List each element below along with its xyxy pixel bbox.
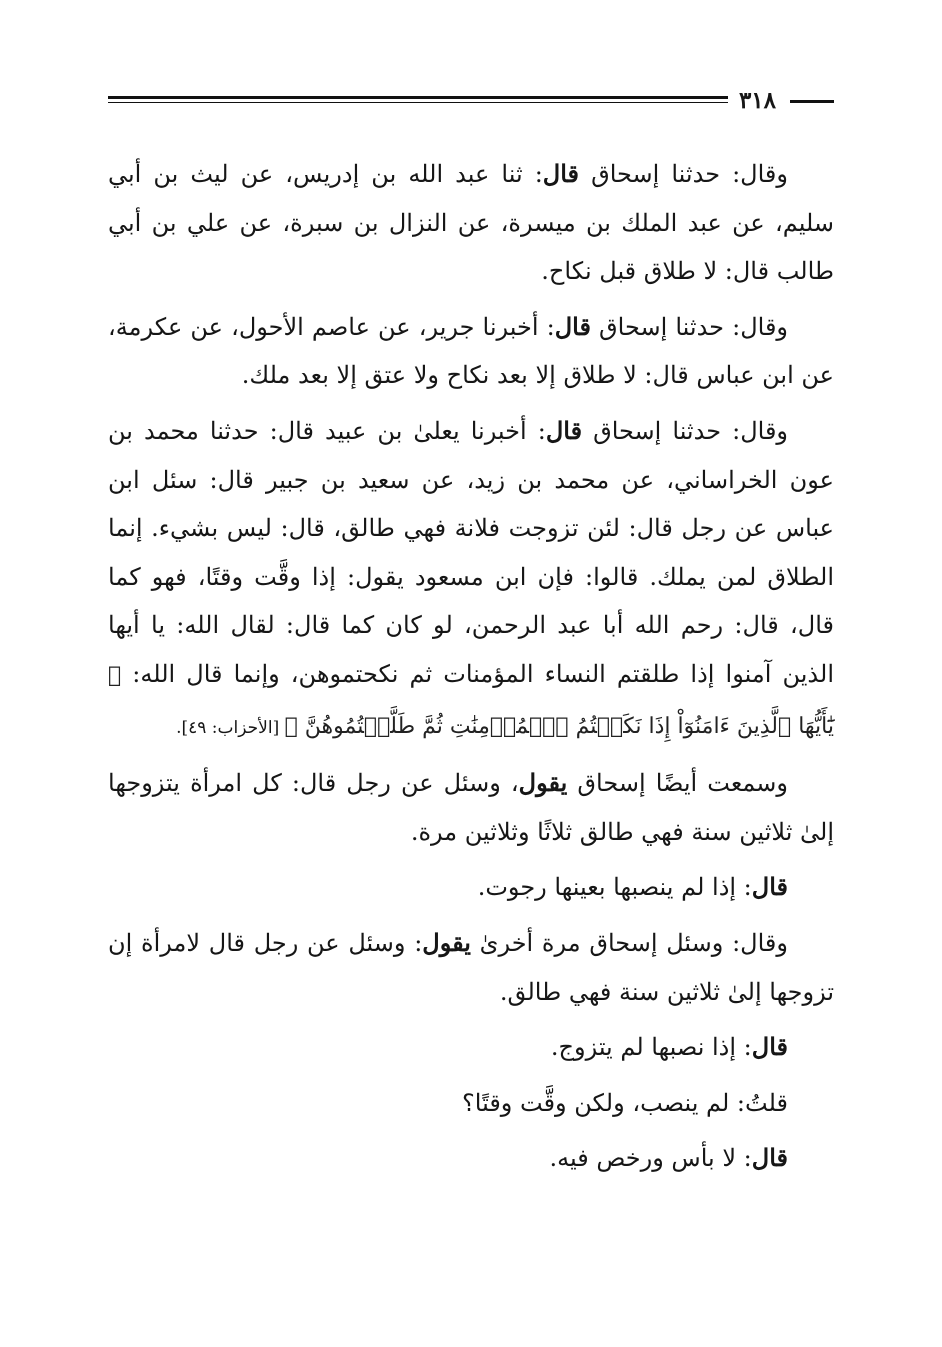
paragraph-8: قلتُ: لم ينصب، ولكن وقَّت وقتًا؟ [462,1088,788,1117]
paragraph-7: قال: إذا نصبها لم يتزوج. [550,1032,788,1062]
header-rule-long [108,96,728,99]
paragraph-9: قال: لا بأس ورخص فيه. [549,1143,788,1173]
paragraph-5: قال: إذا لم ينصبها بعينها رجوت. [477,872,788,902]
header-rule-short [790,100,834,103]
paragraph-1: وقال: حدثنا إسحاق قال: ثنا عبد الله بن إدريس، عن ليث بن أبي سليم، عن عبد الملك بن ميسرة، عن النزال بن سبرة، عن علي بن أبي طالب قال: لا طلاق قبل نكاح. [108,159,834,286]
page-body [108,150,834,1190]
paragraph-3: وقال: حدثنا إسحاق قال: أخبرنا يعلىٰ بن عبيد قال: حدثنا محمد بن عون الخراساني، عن محمد بن زيد، عن سعيد بن جبير قال: سئل ابن عباس عن رجل قال: لئن تزوجت فلانة فهي طالق، قال: ليس بشيء. إنما الطلاق لمن يملك. قالوا: فإن ابن مسعود يقول: إذا وقَّت وقتًا، فهو كما قال، قال: رحم الله أبا عبد الرحمن، لو كان كما قال: لقال الله: يا أيها الذين آمنوا إذا طلقتم النساء المؤمنات ثم نكحتموهن، وإنما قال الله: ﴿ يَٰٓأَيُّهَا ٱلَّذِينَ ءَامَنُوٓاْ إِذَا نَكَحۡتُمُ ٱلۡمُؤۡمِنَٰتِ ثُمَّ طَلَّقۡتُمُوهُنَّ ﴾ [الأحزاب: ٤٩]. [108,415,834,739]
paragraph-6: وقال: وسئل إسحاق مرة أخرىٰ يقول: وسئل عن رجل قال لامرأة إن تزوجها إلىٰ ثلاثين سنة فهي طالق. [108,927,834,1006]
paragraph-4: وسمعت أيضًا إسحاق يقول، وسئل عن رجل قال: كل امرأة يتزوجها إلىٰ ثلاثين سنة فهي طالق ثلاثًا وثلاثين مرة. [108,768,834,846]
page-header [108,88,834,114]
quran-verse: ﴿ يَٰٓأَيُّهَا ٱلَّذِينَ ءَامَنُوٓاْ إِذَا نَكَحۡتُمُ ٱلۡمُؤۡمِنَٰتِ ثُمَّ طَلَّقۡتُمُوهُنَّ ﴾ [108,662,834,739]
page-number: ٣١٨ [738,87,776,114]
quran-reference: [الأحزاب: ٤٩]. [176,717,285,738]
paragraph-2: وقال: حدثنا إسحاق قال: أخبرنا جرير، عن عاصم الأحول، عن عكرمة، عن ابن عباس قال: لا طلاق إلا بعد نكاح ولا عتق إلا بعد ملك. [108,311,834,390]
